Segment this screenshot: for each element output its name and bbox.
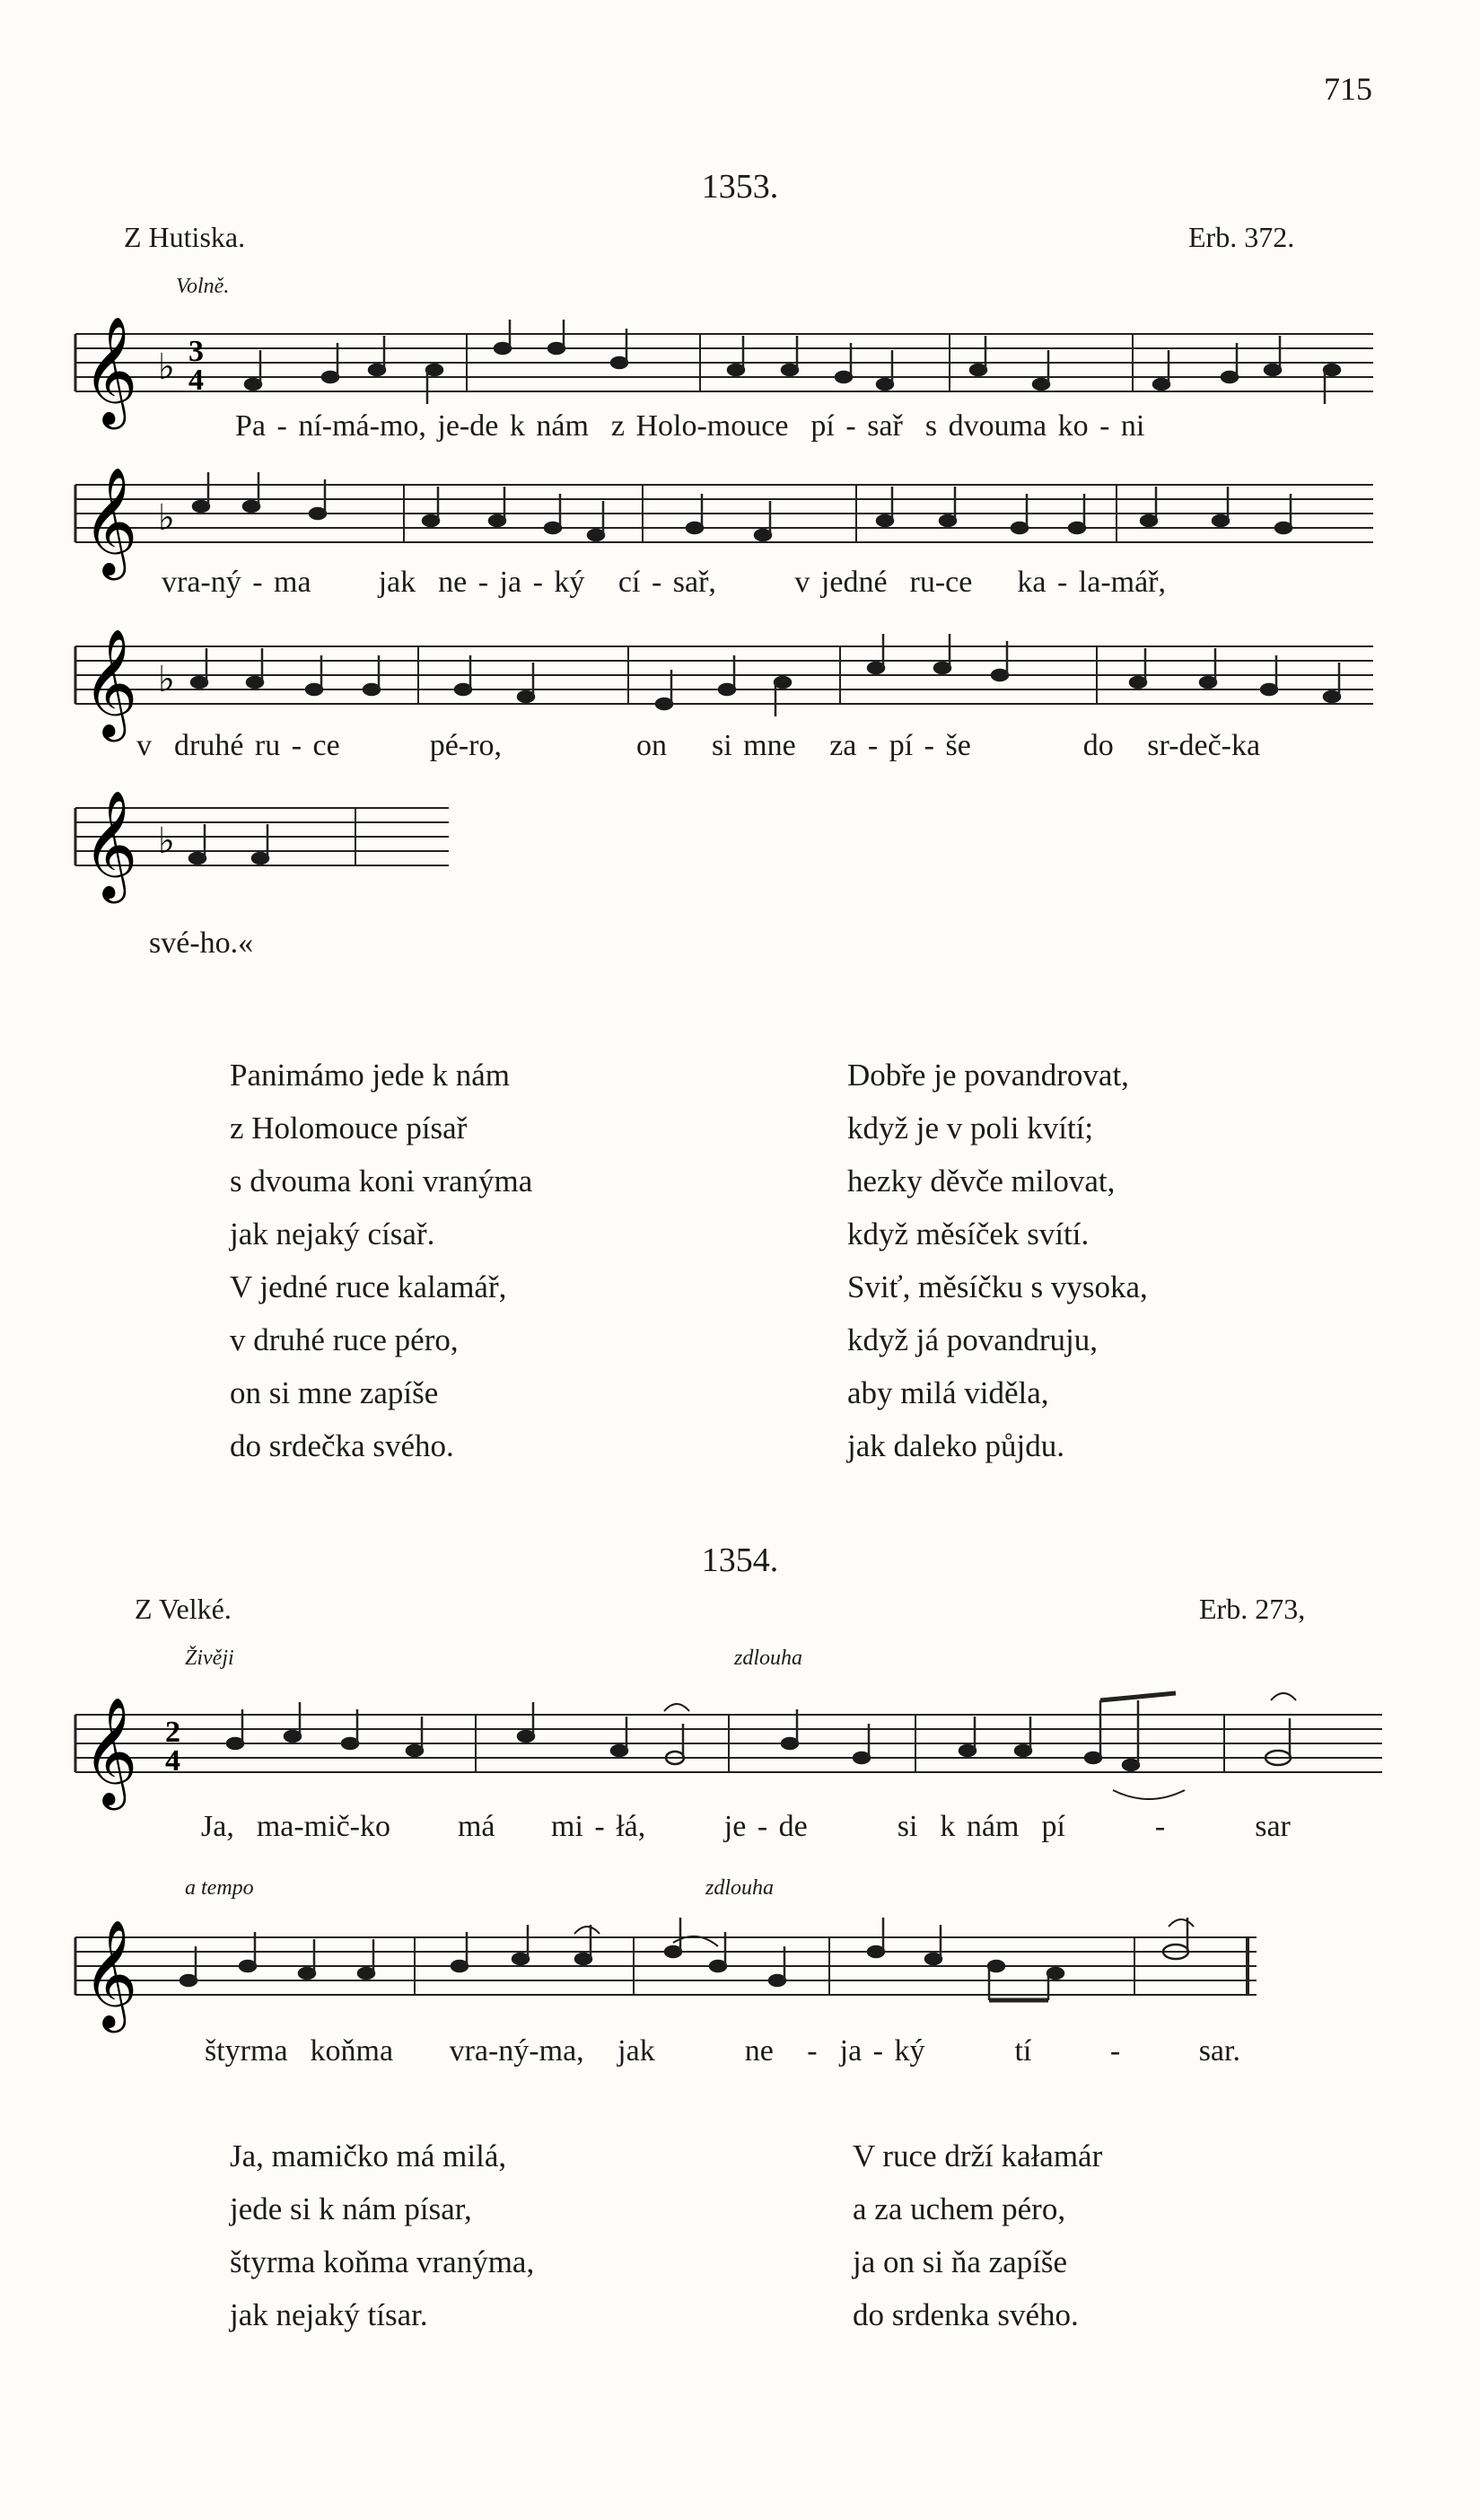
verse-right: [853, 2129, 1102, 2341]
verse-line: V ruce drží kałamár: [853, 2138, 1103, 2173]
song-reference: Erb. 372.: [1188, 221, 1295, 253]
music-staff-4: [0, 790, 1480, 916]
verse-line: a za uchem péro,: [853, 2191, 1066, 2226]
verse-left: [230, 1049, 532, 1472]
tempo-marking: Volně.: [176, 275, 230, 298]
verse-line: jak nejaký císař.: [230, 1216, 435, 1251]
lyric-line: Ja, ma-mič-ko má mi - łá, je - de si k nám pí - sar: [201, 1810, 1291, 1843]
verse-line: jak daleko půjdu.: [847, 1428, 1065, 1463]
treble-clef-icon: 𝄞: [83, 466, 138, 575]
music-staff-6: [0, 1910, 1480, 2045]
verse-line: do srdenka svého.: [853, 2297, 1079, 2332]
song-number: 1354.: [701, 1541, 779, 1579]
verse-line: ja on si ňa zapíše: [853, 2244, 1068, 2279]
song-number: 1353.: [701, 168, 779, 206]
tempo-marking: Živěji: [185, 1646, 234, 1670]
time-signature-bottom: 4: [188, 364, 204, 397]
time-signature-top: 3: [188, 335, 204, 368]
song-source: Z Hutiska.: [124, 221, 246, 253]
verse-line: s dvouma koni vranýma: [230, 1163, 533, 1199]
treble-clef-icon: 𝄞: [83, 1919, 138, 2028]
verse-line: on si mne zapíše: [230, 1375, 439, 1410]
verse-line: V jedné ruce kalamář,: [230, 1269, 507, 1304]
verse-line: jak nejaký tísar.: [230, 2297, 428, 2332]
lyric-line: štyrma koňma vra-ný-ma, jak ne - ja - ký tí - sar.: [205, 2034, 1240, 2068]
verse-line: z Holomouce písař: [230, 1111, 468, 1146]
flat-sign-icon: ♭: [158, 497, 175, 539]
lyric-line: vra-ný - ma jak ne - ja - ký cí - sař, v jedné ru-ce ka - la-mář,: [162, 566, 1166, 599]
verse-left: [230, 2129, 534, 2341]
song-reference: Erb. 273,: [1199, 1593, 1306, 1625]
verse-line: hezky děvče milovat,: [847, 1163, 1116, 1199]
verse-line: štyrma koňma vranýma,: [230, 2244, 535, 2279]
verse-line: Sviť, měsíčku s vysoka,: [847, 1269, 1148, 1304]
lyric-line: v druhé ru - ce pé-ro, on si mne za - pí - še do sr-deč-ka: [136, 729, 1261, 762]
verse-right: [847, 1049, 1148, 1472]
verse-line: Dobře je povandrovat,: [847, 1058, 1129, 1093]
time-signature-bottom: 4: [165, 1744, 180, 1778]
verse-line: do srdečka svého.: [230, 1428, 454, 1463]
song-source: Z Velké.: [135, 1593, 232, 1625]
tempo-marking: a tempo: [185, 1876, 254, 1900]
verse-line: Ja, mamičko má milá,: [230, 2138, 507, 2173]
flat-sign-icon: ♭: [158, 821, 175, 862]
treble-clef-icon: 𝄞: [83, 789, 138, 899]
verse-line: když měsíček svítí.: [847, 1216, 1090, 1251]
tempo-marking: zdlouha: [705, 1876, 775, 1900]
lyric-line: Pa - ní-má-mo, je-de k nám z Holo-mouce pí - sař s dvouma ko - ni: [235, 409, 1145, 443]
music-staff-5: [0, 1688, 1480, 1822]
tempo-marking: zdlouha: [734, 1646, 803, 1670]
flat-sign-icon: ♭: [158, 347, 175, 388]
verse-line: aby milá viděla,: [847, 1375, 1049, 1410]
lyric-line: své-ho.«: [149, 926, 254, 960]
verse-line: když je v poli kvítí;: [847, 1111, 1094, 1146]
flat-sign-icon: ♭: [158, 659, 175, 700]
verse-line: v druhé ruce péro,: [230, 1322, 459, 1357]
time-signature-top: 2: [165, 1716, 180, 1749]
treble-clef-icon: 𝄞: [83, 628, 138, 737]
verse-line: když já povandruju,: [847, 1322, 1098, 1357]
treble-clef-icon: 𝄞: [83, 315, 138, 425]
verse-line: Panimámo jede k nám: [230, 1058, 511, 1093]
treble-clef-icon: 𝄞: [83, 1696, 138, 1805]
verse-line: jede si k nám písar,: [230, 2191, 472, 2226]
page-number: 715: [1324, 71, 1372, 107]
